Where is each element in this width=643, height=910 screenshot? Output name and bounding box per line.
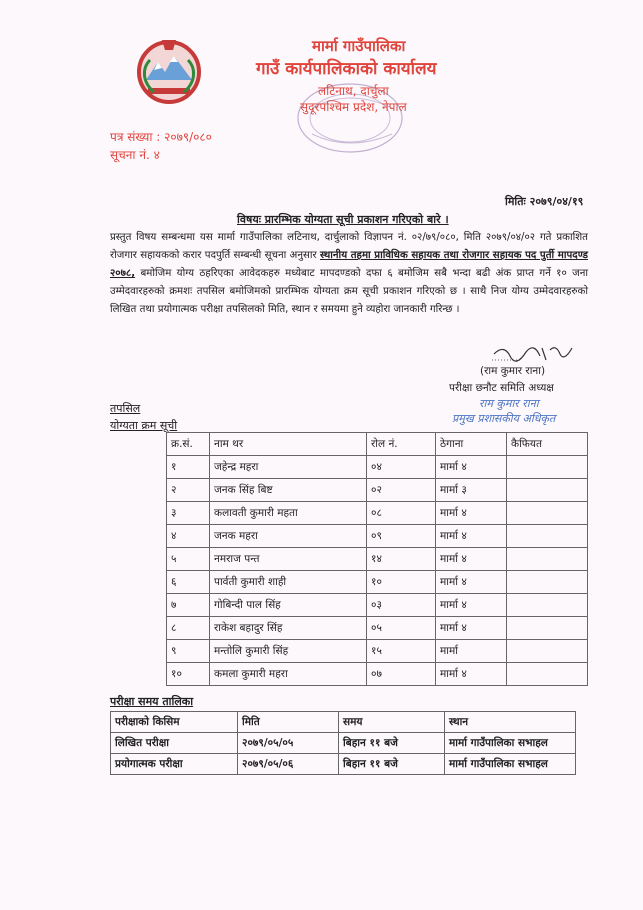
table-row [167,571,588,594]
table-cell: १० [367,571,436,594]
table-cell [507,663,588,686]
table-cell: ९ [167,640,210,663]
exam-schedule-table [110,711,576,775]
table-cell: ५ [167,548,210,571]
designation-stamp: प्रमुख प्रशासकीय अधिकृत [452,412,556,425]
table-cell: २०७९/०५/०५ [238,733,339,754]
letter-number: पत्र संख्या : २०७९/०८० [110,130,212,144]
notice-subject: विषयः प्रारम्भिक योग्यता सूची प्रकाशन गरिएको बारे । [237,213,449,226]
table-cell [507,571,588,594]
col-header: ठेगाना [436,433,507,456]
table-row [167,502,588,525]
table-cell: २०७९/०५/०६ [238,754,339,775]
table-cell: मार्मा ३ [436,479,507,502]
col-header: मिति [238,712,339,733]
table-cell: ३ [167,502,210,525]
office-address-line1: लटिनाथ, दार्चुला [318,84,389,98]
col-header: परीक्षाको किसिम [111,712,238,733]
table-cell: ०२ [367,479,436,502]
table-cell: मार्मा ४ [436,663,507,686]
table-row [167,594,588,617]
table-cell: मन्तोलि कुमारी सिंह [210,640,367,663]
office-name: गाउँ कार्यपालिकाको कार्यालय [256,59,437,79]
merit-list-heading: योग्यता क्रम सूची [110,419,178,432]
col-header: कैफियत [507,433,588,456]
table-cell [507,640,588,663]
table-cell: ०३ [367,594,436,617]
merit-list-table [166,432,588,686]
table-header-row [111,712,576,733]
table-header-row [167,433,588,456]
table-cell: ०४ [367,456,436,479]
table-cell: ०७ [367,663,436,686]
table-cell: जनक महरा [210,525,367,548]
col-header: नाम थर [210,433,367,456]
table-cell: मार्मा ४ [436,548,507,571]
table-cell: बिहान ११ बजे [339,733,445,754]
table-cell [507,617,588,640]
table-cell [507,479,588,502]
col-header: रोल नं. [367,433,436,456]
body-text-part1: प्रस्तुत विषय सम्बन्धमा यस मार्मा गाउँपालिका लटिनाथ, दार्चुलाको विज्ञापन नं. ०२/७९/०८०, मिति २०७९/०४/०२ गते प्रकाशित रोजगार सहायकको करार पदपुर्ति सम्बन्धी सूचना अनुसार [110,232,588,261]
col-header: क्र.सं. [167,433,210,456]
signatory-role: परीक्षा छनौट समिति अध्यक्ष [449,382,554,394]
table-cell: मार्मा ४ [436,456,507,479]
notice-date: मितिः २०७९/०४/१९ [505,195,584,208]
table-cell [507,525,588,548]
table-cell: बिहान ११ बजे [339,754,445,775]
table-cell: मार्मा गाउँपालिका सभाहल [445,754,576,775]
table-cell: कमला कुमारी महरा [210,663,367,686]
table-cell: लिखित परीक्षा [111,733,238,754]
table-cell: प्रयोगात्मक परीक्षा [111,754,238,775]
table-row [167,456,588,479]
table-cell: जनक सिंह बिष्ट [210,479,367,502]
table-cell [507,456,588,479]
table-row [167,548,588,571]
table-cell: कलावती कुमारी महता [210,502,367,525]
table-cell: ०९ [367,525,436,548]
table-cell: १ [167,456,210,479]
table-cell: मार्मा [436,640,507,663]
table-row [167,525,588,548]
table-row [167,663,588,686]
table-cell: राकेश बहादुर सिंह [210,617,367,640]
table-cell: ०५ [367,617,436,640]
name-stamp: राम कुमार राना [479,397,539,410]
notice-body [110,229,588,319]
table-cell [507,594,588,617]
table-cell: १४ [367,548,436,571]
body-text-part2: बमोजिम योग्य ठहरिएका आवेदकहरु मध्येबाट मापदण्डको दफा ६ बमोजिम सबै भन्दा बढी अंक प्राप्त गर्ने १० जना उम्मेदवारहरुको क्रमशः तपसिल बमोजिमको प्रारम्भिक योग्यता क्रम सूची प्रकाशन गरिएको छ । साथै निज योग्य उम्मेदवारहरुको लिखित तथा प्रयोगात्मक परीक्षा तपसिलको मिति, स्थान र समयमा हुने व्यहोरा जानकारी गरिन्छ । [110,268,588,315]
office-address-line2: सुदूरपश्चिम प्रदेश, नेपाल [300,100,407,114]
table-cell: पार्वती कुमारी शाही [210,571,367,594]
table-row [111,733,576,754]
exam-schedule-heading: परीक्षा समय तालिका [110,695,194,708]
table-cell: गोबिन्दी पाल सिंह [210,594,367,617]
table-cell: ४ [167,525,210,548]
table-row [167,617,588,640]
table-cell: ६ [167,571,210,594]
table-cell [507,502,588,525]
table-cell: ८ [167,617,210,640]
table-row [167,479,588,502]
table-row [111,754,576,775]
tapsil-heading: तपसिल [110,402,141,415]
table-cell: मार्मा गाउँपालिका सभाहल [445,733,576,754]
table-cell: मार्मा ४ [436,594,507,617]
table-cell: ७ [167,594,210,617]
table-cell [507,548,588,571]
table-row [167,640,588,663]
table-cell: नमराज पन्त [210,548,367,571]
notice-number: सूचना नं. ४ [110,148,160,162]
table-cell: मार्मा ४ [436,525,507,548]
table-cell: मार्मा ४ [436,502,507,525]
table-cell: मार्मा ४ [436,617,507,640]
col-header: स्थान [445,712,576,733]
col-header: समय [339,712,445,733]
table-cell: जहेन्द्र महरा [210,456,367,479]
table-cell: ०८ [367,502,436,525]
table-cell: २ [167,479,210,502]
table-cell: मार्मा ४ [436,571,507,594]
nepal-emblem-icon [132,32,206,106]
municipality-name: मार्मा गाउँपालिका [312,37,406,55]
table-cell: १५ [367,640,436,663]
table-cell: १० [167,663,210,686]
body-criteria-reference: स्थानीय तहमा प्राविधिक सहायक तथा रोजगार सहायक पद पुर्ती मापदण्ड २०७८, [110,250,588,279]
signatory-name: (राम कुमार राना) [480,365,546,377]
